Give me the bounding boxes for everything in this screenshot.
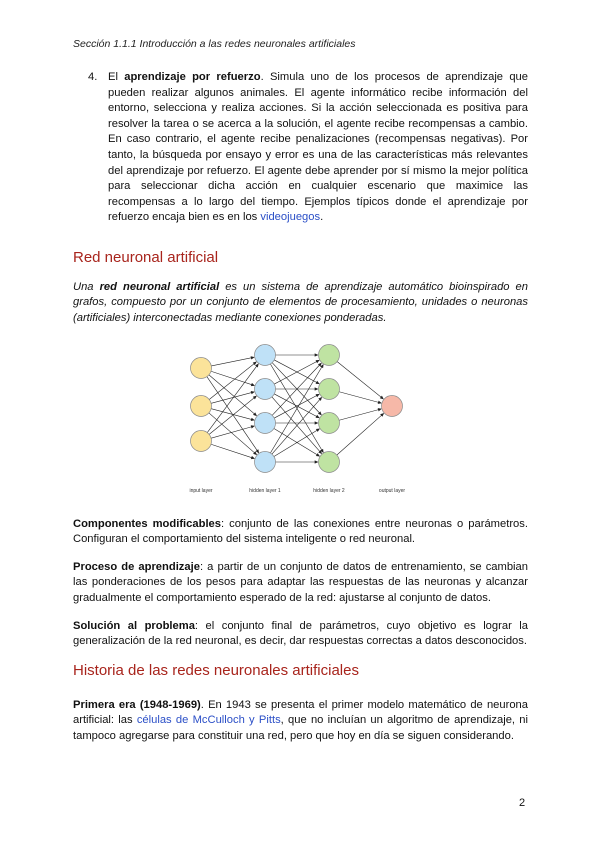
page-number: 2 <box>519 797 526 809</box>
arrowhead <box>256 449 260 453</box>
arrowhead <box>253 362 257 366</box>
output-node <box>382 396 403 417</box>
componentes-term: Componentes modificables <box>73 518 221 530</box>
paragraph-proceso <box>73 560 528 606</box>
arrowhead <box>316 428 320 431</box>
proceso-term: Proceso de aprendizaje <box>73 561 200 573</box>
list-item-body <box>108 70 528 226</box>
connection-edge <box>339 409 381 420</box>
arrowhead <box>255 363 259 367</box>
input-node <box>191 396 212 417</box>
hidden1-node <box>255 379 276 400</box>
videojuegos-link[interactable]: videojuegos <box>260 211 321 224</box>
input-layer-label: input layer <box>189 488 213 494</box>
hidden-layer-1-label: hidden layer 1 <box>249 488 281 494</box>
list-lead: El <box>108 71 125 83</box>
hidden1-node <box>255 413 276 434</box>
arrowhead <box>251 418 255 421</box>
connection-edge <box>207 364 258 432</box>
connection-edge <box>209 413 256 455</box>
section-title-historia: Historia de las redes neuronales artificiales <box>73 662 359 679</box>
list-text: . Simula uno de los procesos de aprendizaje que pueden realizar algunos animales. El agente informático recibe información del entorno, selecciona y realiza acciones. Si la acción seleccionada es positiva para resolver la tarea o se acerca a la solución, el agente recibe recompensas a cambio. En caso contrario, el agente recibe penalizaciones (recompensas negativas). Por tanto, la búsqueda por ensayo y error es una de las características más relevantes del aprendizaje por refuerzo. El agente debe aprender por sí mismo la mejor política para seleccionar dicha acción en cualquier escenario que maximice las recompensas a lo largo del tiempo. Ejemplos típicos donde el aprendizaje por refuerzo encaja bien es en los <box>108 71 528 224</box>
paragraph-componentes <box>73 517 528 548</box>
arrowhead <box>251 425 255 428</box>
connection-edge <box>272 397 321 453</box>
connection-edge <box>211 357 253 366</box>
hidden-layer-2-label: hidden layer 2 <box>313 488 345 494</box>
input-node <box>191 431 212 452</box>
intro-pre: Una <box>73 281 100 293</box>
connection-edge <box>272 363 321 415</box>
intro-text: es un sistema de aprendizaje automático bioinspirado en grafos, compuesto por un conjunto de elementos de procesamiento, unidades o neuronas (artificiales) interconectadas mediante conexiones ponderadas. <box>73 281 528 324</box>
mcculloch-pitts-link[interactable]: células de McCulloch y Pitts <box>136 714 281 727</box>
arrowhead <box>316 453 320 456</box>
hidden2-node <box>319 452 340 473</box>
intro-bold-term: red neuronal artificial <box>99 281 220 293</box>
arrowhead <box>251 383 255 386</box>
arrowhead <box>251 356 255 359</box>
connection-edge <box>274 428 319 456</box>
hidden1-node <box>255 452 276 473</box>
intro-paragraph <box>73 280 528 326</box>
solucion-text: : el conjunto final de parámetros, cuyo objetivo es lograr la generalización de la red neuronal, es decir, dar respuestas correctas a datos desconocidos. <box>73 620 528 648</box>
connection-edge <box>337 414 384 455</box>
arrowhead <box>315 421 319 424</box>
neural-network-diagram <box>180 338 420 500</box>
arrowhead <box>315 353 319 356</box>
network-edges <box>207 353 384 463</box>
arrowhead <box>251 456 255 459</box>
connection-edge <box>211 392 254 403</box>
arrowhead <box>378 408 382 411</box>
hidden2-node <box>319 379 340 400</box>
hidden2-node <box>319 413 340 434</box>
paragraph-primera-era <box>73 698 528 744</box>
era-text-2: , que no incluían un algoritmo de aprendizaje, ni tampoco agregarse para constituir una red, pero que hoy en día se siguen considerando. <box>73 714 528 742</box>
arrowhead <box>251 391 255 394</box>
list-item-reinforcement-learning <box>90 70 528 226</box>
arrowhead <box>315 387 319 390</box>
paragraph-solucion <box>73 619 528 650</box>
primera-era-term: Primera era (1948-1969) <box>73 699 201 711</box>
arrowhead <box>378 401 382 404</box>
list-end: . <box>320 211 324 224</box>
output-layer-label: output layer <box>378 488 406 494</box>
list-number: 4. <box>88 71 98 83</box>
bold-term-aprendizaje-refuerzo: aprendizaje por refuerzo <box>124 71 261 83</box>
componentes-text: : conjunto de las conexiones entre neuronas o parámetros. Configuran el comportamiento del sistema inteligente o red neuronal. <box>73 518 528 546</box>
input-node <box>191 358 212 379</box>
hidden1-node <box>255 345 276 366</box>
connection-edge <box>339 392 381 403</box>
proceso-text: : a partir de un conjunto de datos de entrenamiento, se cambian las ponderaciones de los pesos para adaptar las respuestas de las neuronas y alcanzar gradualmente el comportamiento esperado de la red: ajustarse al conjunto de datos. <box>73 561 528 604</box>
hidden2-node <box>319 345 340 366</box>
solucion-term: Solución al problema <box>73 620 195 632</box>
running-header: Sección 1.1.1 Introducción a las redes neuronales artificiales <box>73 38 356 50</box>
era-text-1: . En 1943 se presenta el primer modelo matemático de neurona artificial: las <box>73 699 528 727</box>
section-title-red-neuronal: Red neuronal artificial <box>73 249 219 266</box>
arrowhead <box>315 460 319 463</box>
